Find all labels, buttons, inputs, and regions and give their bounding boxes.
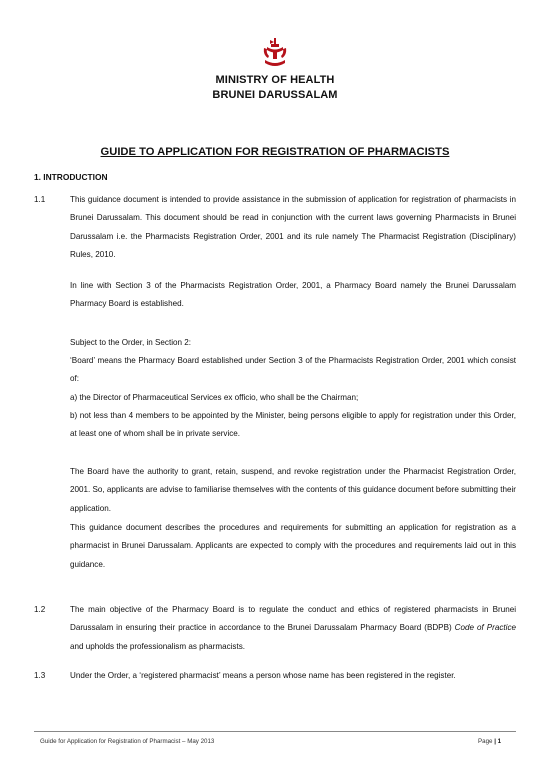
page-number: 1 bbox=[497, 738, 502, 745]
board-definition: ‘Board’ means the Pharmacy Board established under Section 3 of the Pharmacists Registration Order, 2001 which consist of: bbox=[70, 356, 516, 384]
paragraph-procedures: This guidance document describes the procedures and requirements for submitting an application for registration as a pharmacist in Brunei Darussalam. Applicants are expected to comply with the procedures and requirements laid out in this guidance. bbox=[70, 523, 516, 569]
board-member-a: a) the Director of Pharmaceutical Services ex officio, who shall be the Chairman; bbox=[70, 393, 359, 402]
item-number: 1.1 bbox=[34, 195, 46, 204]
paragraph-1-3: Under the Order, a ‘registered pharmacist’ means a person whose name has been registered in the register. bbox=[70, 671, 456, 680]
ministry-name: MINISTRY OF HEALTH bbox=[215, 74, 335, 86]
paragraph-authority: The Board have the authority to grant, retain, suspend, and revoke registration under the Pharmacist Registration Order, 2001. So, applicants are advise to familiarise themselves with the contents of this guidance document before submitting their application. bbox=[70, 467, 516, 513]
paragraph-1-1: This guidance document is intended to provide assistance in the submission of application for registration of pharmacists in Brunei Darussalam. This document should be read in conjunction with the current laws governing Pharmacists in Brunei Darussalam i.e. the Pharmacists Registration Order, 2001 and its rule namely The Pharmacist Registration (Disciplinary) Rules, 2010. bbox=[70, 195, 516, 259]
page-label: Page bbox=[478, 738, 493, 745]
brunei-crest-icon bbox=[262, 38, 288, 68]
page-separator: | bbox=[494, 738, 496, 745]
code-of-practice-italic: Code of Practice bbox=[454, 623, 516, 633]
document-title: GUIDE TO APPLICATION FOR REGISTRATION OF PHARMACISTS bbox=[100, 146, 450, 158]
country-name: BRUNEI DARUSSALAM bbox=[212, 89, 338, 101]
text-segment: and upholds the professionalism as pharmacists. bbox=[70, 641, 246, 651]
footer-divider bbox=[34, 731, 516, 732]
item-number: 1.3 bbox=[34, 671, 46, 680]
order-intro: Subject to the Order, in Section 2: bbox=[70, 338, 192, 347]
board-member-b: b) not less than 4 members to be appointed by the Minister, being persons eligible to apply for registration under this Order, at least one of whom shall be in private service. bbox=[70, 411, 516, 439]
item-number: 1.2 bbox=[34, 605, 46, 614]
paragraph-1-2 bbox=[70, 601, 516, 656]
paragraph-board-established: In line with Section 3 of the Pharmacists Registration Order, 2001, a Pharmacy Board namely the Brunei Darussalam Pharmacy Board is established. bbox=[70, 281, 516, 309]
text-segment: The main objective of the Pharmacy Board is to regulate the conduct and ethics of registered pharmacists in Brunei Darussalam in ensuring their practice in accordance to the Brunei Darussalam Pharmacy Board (BDPB) bbox=[70, 605, 516, 633]
footer-page-number bbox=[478, 738, 501, 745]
footer-document-name: Guide for Application for Registration of Pharmacist – May 2013 bbox=[40, 738, 215, 745]
section-heading: 1. INTRODUCTION bbox=[34, 172, 108, 182]
